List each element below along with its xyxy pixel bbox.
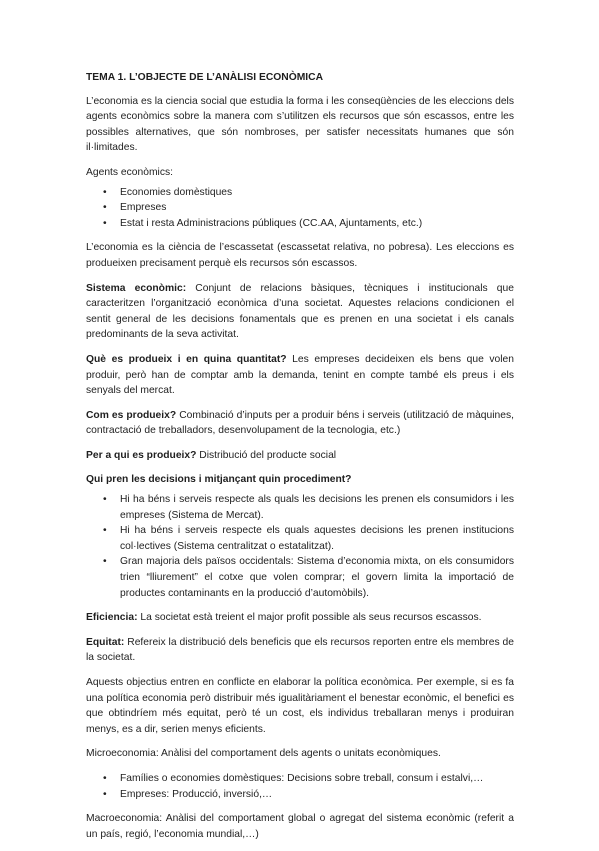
decisions-list	[86, 492, 514, 601]
bullet-icon: •	[103, 772, 107, 784]
agents-heading: Agents econòmics:	[86, 166, 173, 178]
bullet-icon: •	[103, 556, 107, 568]
list-item: • Hi ha béns i serveis respecte als quals les decisions les prenen els consumidors i les empreses (Sistema de Mercat).	[103, 494, 514, 521]
micro-list	[86, 771, 514, 802]
document-title: TEMA 1. L’OBJECTE DE L’ANÀLISI ECONÒMICA	[86, 72, 324, 83]
list-item: • Empreses: Producció, inversió,…	[86, 787, 514, 803]
bullet-icon: •	[103, 525, 107, 537]
bullet-icon: •	[103, 788, 107, 800]
efficiency-paragraph: Eficiencia: La societat està treient el major profit possible als seus recursos escassos.	[86, 612, 482, 624]
system-paragraph: Sistema econòmic: Conjunt de relacions bàsiques, tècniques i institucionals que caracteritzen l’organització econòmica d’una societat. Aquestes relacions condicionen el sentit general de les decisions fonamentals que es prenen en una societat i els canals predominants de la seva activitat.	[86, 282, 514, 341]
scarcity-paragraph: L’economia es la ciència de l’escassetat (escassetat relativa, no pobresa). Les eleccions es produeixen precisament perquè els recursos són escassos.	[86, 242, 514, 269]
document-page	[86, 70, 514, 851]
list-item: • Economies domèstiques	[86, 185, 514, 201]
equity-paragraph: Equitat: Refereix la distribució dels beneficis que els recursos reporten entre els membres de la societat.	[86, 636, 514, 664]
macro-paragraph: Macroeconomia: Anàlisi del comportament global o agregat del sistema econòmic (referit a un país, regió, l’economia mundial,…)	[86, 813, 514, 840]
micro-paragraph: Microeconomia: Anàlisi del comportament dels agents o unitats econòmiques.	[86, 748, 441, 760]
question-how-paragraph: Com es produeix? Combinació d’inputs per a produir béns i serveis (utilització de màquines, contractació de treballadors, desenvolupament de la tecnologia, etc.)	[86, 409, 514, 437]
list-item: • Empreses	[86, 200, 514, 216]
bullet-icon: •	[103, 494, 107, 506]
intro-paragraph: L’economia es la ciencia social que estudia la forma i les conseqüències de les eleccions dels agents econòmics sobre la manera com s’utilitzen els recursos que són escassos, entre les possibles alternatives, que són nombroses, per satisfer necessitats humanes que són il·limitades.	[86, 95, 514, 154]
bullet-icon: •	[103, 186, 107, 198]
equity-term: Equitat:	[86, 636, 125, 648]
bullet-icon: •	[103, 217, 107, 229]
system-term: Sistema econòmic:	[86, 282, 187, 294]
conflict-paragraph: Aquests objectius entren en conflicte en elaborar la política econòmica. Per exemple, si es fa una política economia però distribuir més igualitàriament el benestar econòmic, el benefici es que obtindríem més equitat, però té un cost, els individus treballaran menys i produiran menys, es a dir, serien menys eficients.	[86, 677, 514, 735]
list-item: • Gran majoria dels països occidentals: Sistema d’economia mixta, on els consumidors trien “lliurement” el cotxe que volen comprar; el govern limita la importació de productes contaminants en la producció d’automòbils).	[103, 556, 514, 599]
question-what-term: Què es produeix i en quina quantitat?	[86, 353, 287, 365]
question-who-heading: Qui pren les decisions i mitjançant quin procediment?	[86, 474, 352, 486]
question-how-term: Com es produeix?	[86, 409, 177, 421]
question-whom-paragraph: Per a qui es produeix? Distribució del producte social	[86, 449, 337, 461]
bullet-icon: •	[103, 202, 107, 214]
list-item: • Hi ha béns i serveis respecte els quals aquestes decisions les prenen institucions col·lectives (Sistema centralitzat o estatalitzat).	[103, 525, 514, 552]
question-what-paragraph: Què es produeix i en quina quantitat? Les empreses decideixen els bens que volen produir, però han de comptar amb la demanda, tenint en compte també els preus i els senyals del mercat.	[86, 353, 515, 397]
efficiency-term: Eficiencia:	[86, 612, 138, 624]
agents-list	[86, 185, 514, 232]
list-item: • Estat i resta Administracions públiques (CC.AA, Ajuntaments, etc.)	[86, 216, 514, 232]
question-whom-term: Per a qui es produeix?	[86, 449, 197, 461]
list-item: • Famílies o economies domèstiques: Decisions sobre treball, consum i estalvi,…	[86, 771, 514, 787]
